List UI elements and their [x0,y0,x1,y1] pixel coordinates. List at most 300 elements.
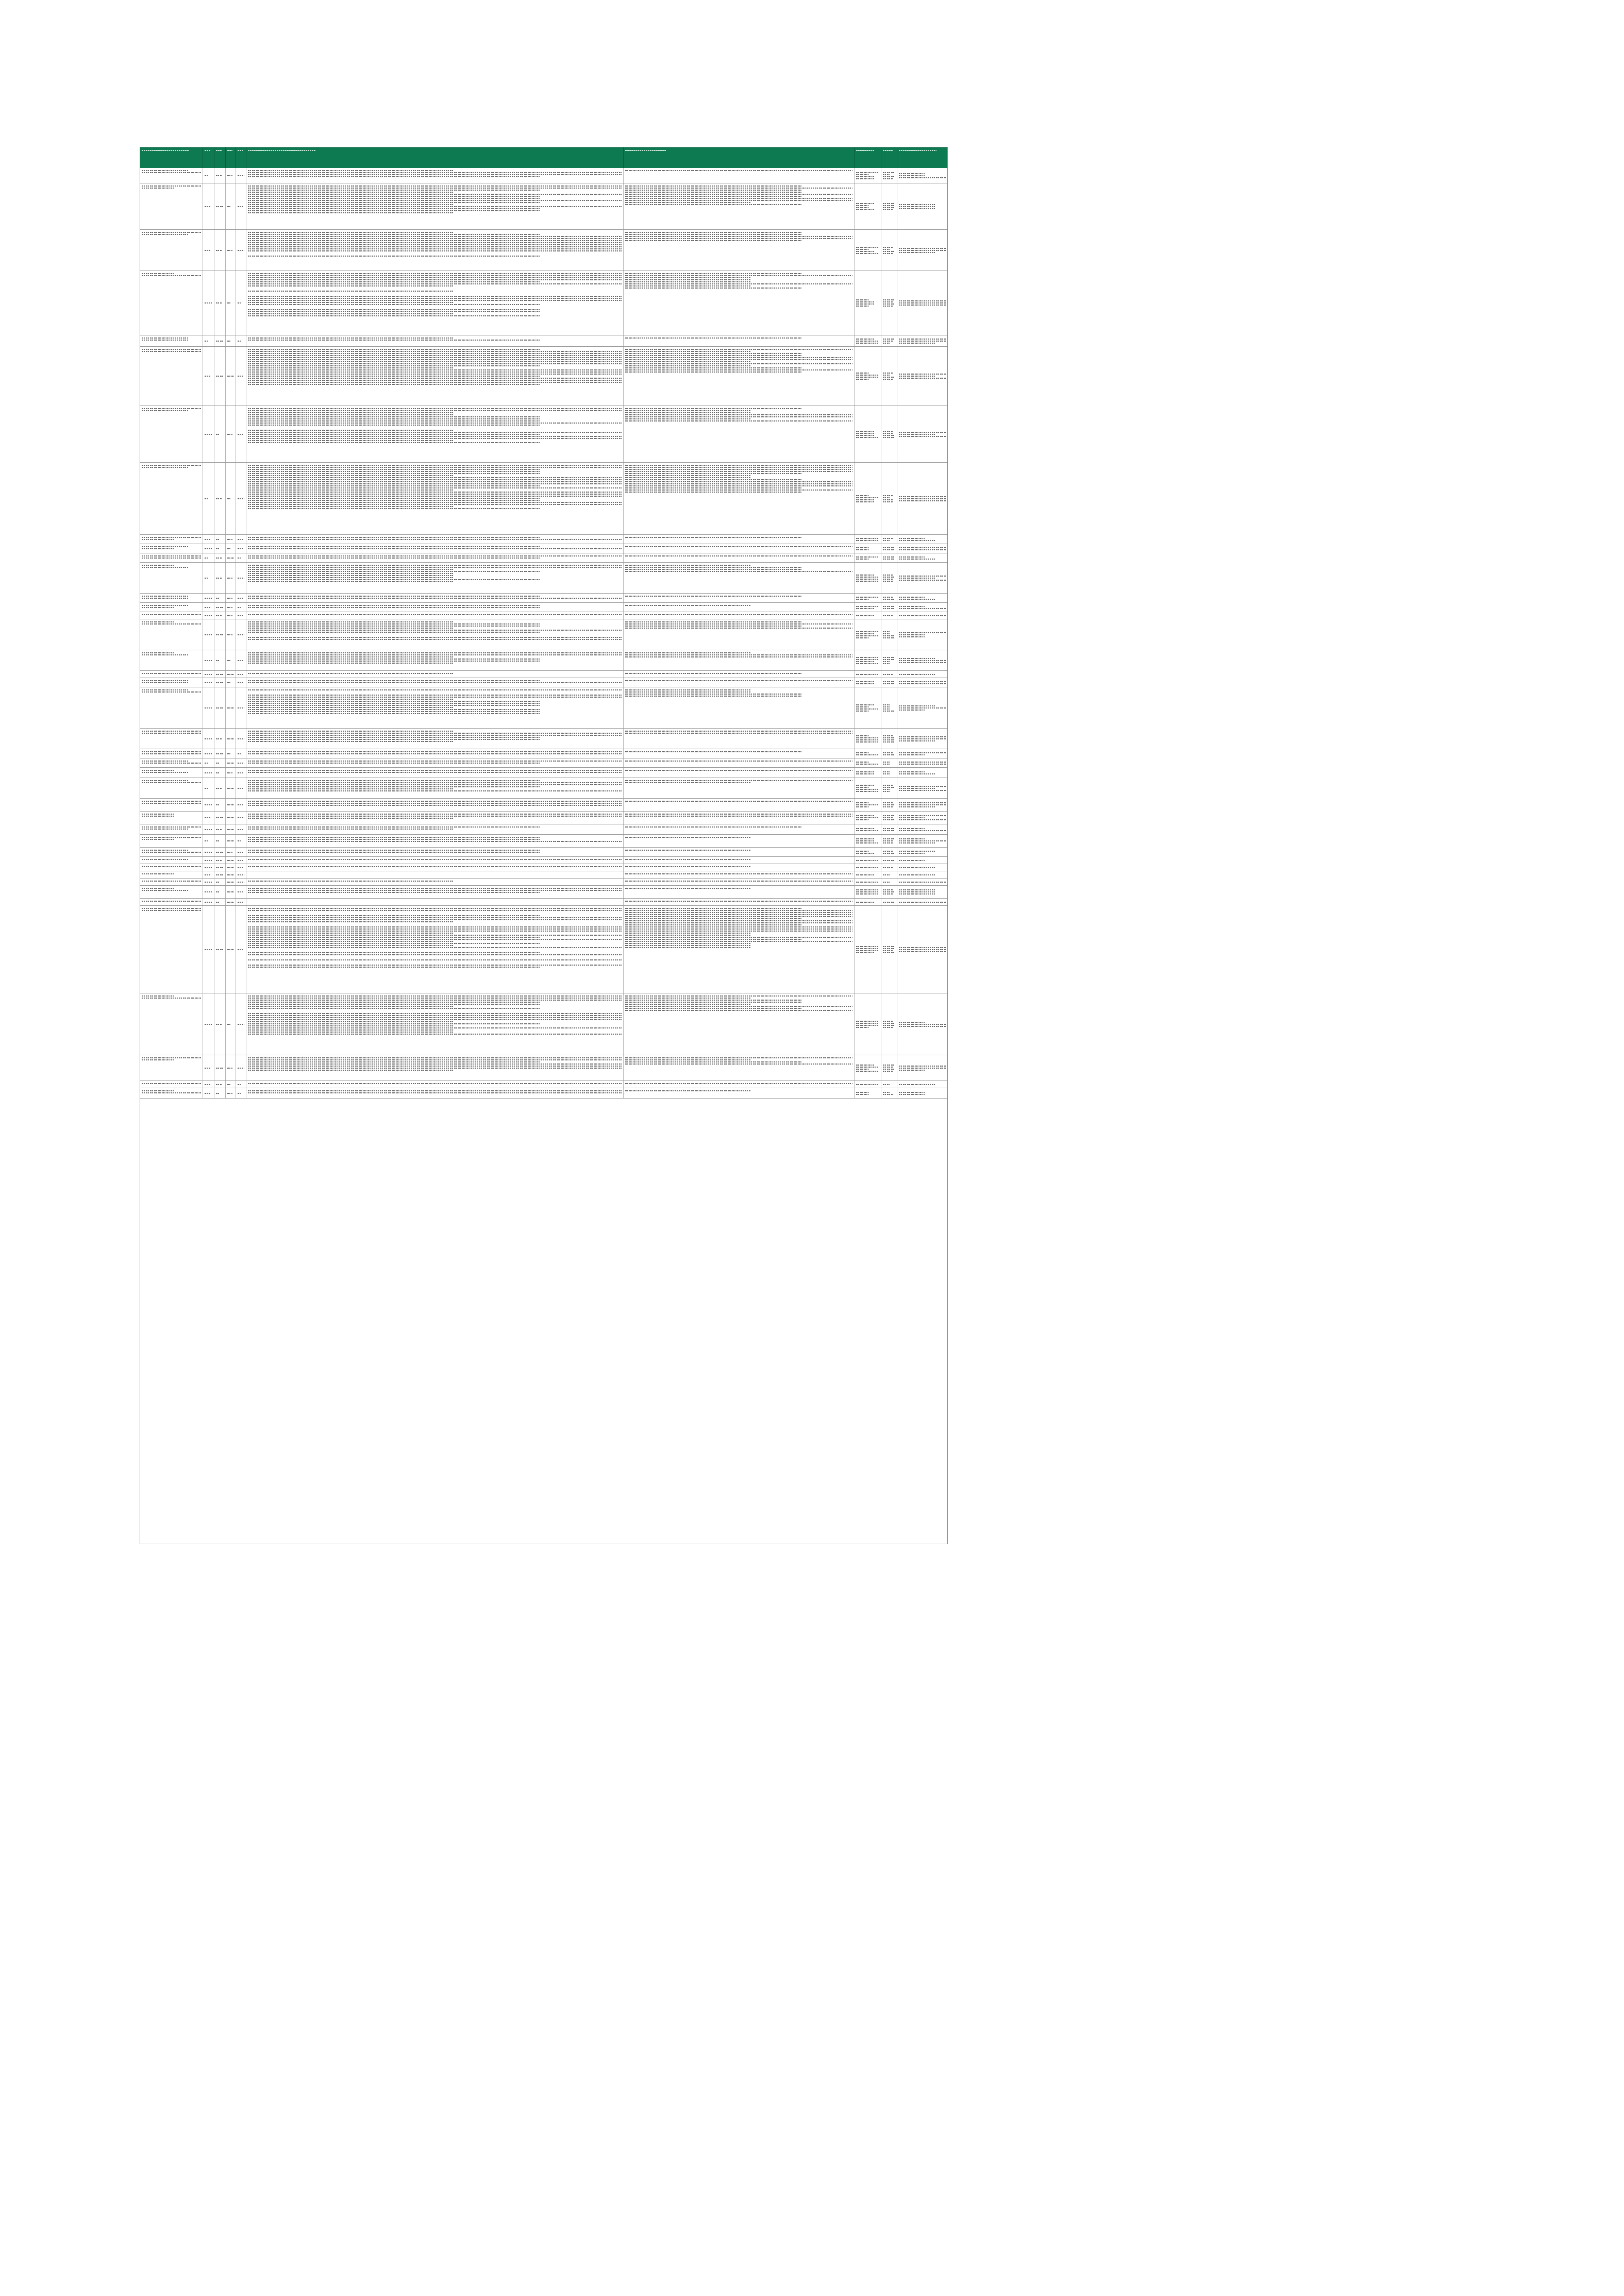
table-cell [881,347,897,406]
table-cell [246,879,624,885]
table-cell [214,463,226,534]
table-cell [214,768,226,778]
table-cell [226,463,236,534]
table-cell [236,347,246,406]
table-cell [624,612,855,619]
table-cell [855,886,881,898]
table-cell [226,687,236,728]
table-cell [246,612,624,619]
table-cell [881,857,897,864]
table-cell [881,864,897,871]
table-cell [226,749,236,758]
table-cell [881,183,897,229]
table-cell [897,886,948,898]
table-cell [236,812,246,824]
table-cell [214,778,226,798]
table-row [140,335,947,347]
table-cell [236,650,246,670]
table-cell [624,650,855,670]
table-cell [855,879,881,885]
table-cell [236,678,246,687]
table-cell [140,799,203,811]
table-cell [246,886,624,898]
table-cell [881,271,897,335]
table-cell [624,906,855,993]
table-cell [855,335,881,346]
table-cell [203,168,214,183]
table-cell [226,886,236,898]
table-cell [881,848,897,856]
table-cell [140,347,203,406]
table-cell [203,1055,214,1081]
table-cell [214,899,226,905]
table-cell [236,335,246,346]
table-cell [203,271,214,335]
table-row [140,729,947,749]
table-cell [897,864,948,871]
table-cell [226,678,236,687]
table-cell [214,678,226,687]
table-cell [624,729,855,749]
table-cell [624,463,855,534]
table-cell [855,824,881,834]
table-cell [236,553,246,562]
table-cell [214,1055,226,1081]
table-cell [236,857,246,864]
table-cell [246,848,624,856]
table-cell [624,993,855,1055]
table-cell [624,619,855,650]
table-cell [236,271,246,335]
table-cell [897,230,948,271]
table-cell [226,729,236,749]
table-cell [226,650,236,670]
table-cell [855,168,881,183]
table-row [140,778,947,799]
table-cell [236,230,246,271]
table-cell [203,619,214,650]
table-cell [214,619,226,650]
table-cell [897,678,948,687]
table-cell [897,271,948,335]
table-cell [624,812,855,824]
table-cell [246,563,624,593]
column-header-1 [140,147,203,168]
table-cell [624,563,855,593]
regulation-table [140,147,948,1544]
table-cell [226,594,236,602]
table-cell [236,183,246,229]
table-cell [881,758,897,767]
table-cell [855,1088,881,1098]
table-cell [897,1081,948,1088]
table-cell [214,594,226,602]
table-cell [246,603,624,612]
table-cell [624,848,855,856]
column-header-3 [214,147,226,168]
table-cell [140,406,203,462]
table-cell [203,778,214,798]
table-cell [624,535,855,544]
table-cell [897,993,948,1055]
table-cell [624,183,855,229]
table-cell [246,812,624,824]
table-row [140,271,947,335]
table-cell [203,906,214,993]
table-row [140,406,947,463]
table-cell [855,1081,881,1088]
table-cell [624,271,855,335]
table-cell [881,886,897,898]
table-cell [226,835,236,847]
table-cell [226,168,236,183]
table-cell [226,824,236,834]
table-cell [881,619,897,650]
table-cell [140,857,203,864]
table-cell [624,1088,855,1098]
table-cell [855,463,881,534]
table-cell [140,535,203,544]
table-cell [140,603,203,612]
table-cell [203,650,214,670]
table-row [140,168,947,183]
table-cell [214,271,226,335]
table-cell [881,778,897,798]
table-row [140,768,947,778]
table-cell [236,848,246,856]
table-cell [897,857,948,864]
table-cell [624,594,855,602]
table-cell [881,594,897,602]
table-cell [624,864,855,871]
table-row [140,812,947,824]
table-cell [246,687,624,728]
table-cell [226,1081,236,1088]
table-row [140,1088,947,1099]
table-cell [897,347,948,406]
table-cell [897,544,948,553]
table-cell [203,848,214,856]
table-cell [140,871,203,878]
table-cell [881,824,897,834]
table-cell [203,835,214,847]
table-cell [855,544,881,553]
table-cell [140,879,203,885]
table-cell [236,1081,246,1088]
table-cell [897,799,948,811]
table-cell [855,687,881,728]
table-cell [140,612,203,619]
table-cell [897,879,948,885]
column-header-7 [624,147,855,168]
table-cell [214,183,226,229]
table-cell [897,463,948,534]
table-row [140,230,947,271]
table-cell [246,1055,624,1081]
table-cell [881,879,897,885]
table-cell [203,812,214,824]
table-cell [236,463,246,534]
table-cell [855,678,881,687]
table-cell [881,612,897,619]
table-cell [236,906,246,993]
table-cell [214,347,226,406]
table-cell [897,899,948,905]
table-cell [855,594,881,602]
table-cell [881,563,897,593]
table-cell [855,906,881,993]
table-cell [214,544,226,553]
table-cell [203,671,214,678]
table-cell [624,879,855,885]
table-cell [140,671,203,678]
column-header-9 [881,147,897,168]
table-cell [140,835,203,847]
table-cell [226,183,236,229]
table-cell [226,271,236,335]
table-row [140,535,947,544]
table-cell [855,835,881,847]
table-cell [203,749,214,758]
table-cell [203,1088,214,1098]
table-cell [246,535,624,544]
table-cell [140,886,203,898]
table-cell [203,899,214,905]
table-cell [236,993,246,1055]
table-cell [226,879,236,885]
table-cell [624,671,855,678]
table-cell [214,879,226,885]
table-cell [226,535,236,544]
table-cell [897,553,948,562]
table-cell [246,553,624,562]
column-header-4 [226,147,236,168]
table-cell [203,857,214,864]
table-cell [246,594,624,602]
table-body [140,168,947,1544]
table-row [140,347,947,406]
table-row [140,544,947,553]
table-cell [624,168,855,183]
table-cell [246,799,624,811]
table-cell [226,993,236,1055]
table-cell [855,812,881,824]
table-cell [624,687,855,728]
table-cell [855,799,881,811]
table-cell [214,603,226,612]
table-cell [897,1055,948,1081]
table-cell [140,749,203,758]
table-cell [214,729,226,749]
table-cell [203,553,214,562]
table-row [140,1055,947,1081]
table-cell [236,899,246,905]
table-cell [140,824,203,834]
table-cell [214,848,226,856]
table-cell [881,650,897,670]
table-row [140,650,947,671]
table-cell [236,758,246,767]
table-cell [140,758,203,767]
table-cell [881,799,897,811]
table-cell [140,899,203,905]
table-cell [214,230,226,271]
table-cell [624,886,855,898]
table-cell [203,594,214,602]
table-cell [624,857,855,864]
table-cell [203,758,214,767]
table-row [140,879,947,886]
table-cell [246,271,624,335]
table-cell [855,1055,881,1081]
table-cell [226,812,236,824]
table-cell [881,335,897,346]
table-cell [140,563,203,593]
table-cell [246,463,624,534]
table-cell [855,271,881,335]
table-cell [246,183,624,229]
table-cell [226,848,236,856]
table-cell [236,671,246,678]
table-cell [140,230,203,271]
column-header-6 [246,147,624,168]
table-cell [897,871,948,878]
table-cell [214,799,226,811]
table-cell [226,768,236,778]
table-cell [203,335,214,346]
table-cell [897,594,948,602]
table-cell [214,687,226,728]
table-cell [855,848,881,856]
table-cell [897,335,948,346]
table-cell [881,671,897,678]
table-cell [214,812,226,824]
table-cell [203,535,214,544]
table-cell [203,1081,214,1088]
table-cell [214,650,226,670]
table-cell [140,678,203,687]
table-row [140,906,947,993]
table-cell [624,758,855,767]
table-cell [881,544,897,553]
table-row [140,463,947,535]
table-row [140,857,947,864]
table-cell [203,886,214,898]
table-cell [881,729,897,749]
table-cell [897,749,948,758]
table-cell [897,1088,948,1098]
table-cell [881,1081,897,1088]
table-cell [214,871,226,878]
table-cell [236,886,246,898]
table-cell [140,729,203,749]
table-cell [855,778,881,798]
table-cell [624,553,855,562]
table-cell [203,347,214,406]
table-cell [881,1088,897,1098]
table-cell [246,835,624,847]
table-row [140,758,947,768]
table-cell [855,230,881,271]
table-cell [246,778,624,798]
table-cell [881,812,897,824]
table-cell [236,687,246,728]
table-row [140,553,947,563]
table-cell [203,678,214,687]
column-header-10 [897,147,948,168]
table-cell [246,1088,624,1098]
table-cell [236,603,246,612]
table-cell [246,864,624,871]
table-cell [624,778,855,798]
table-cell [203,799,214,811]
table-cell [246,768,624,778]
column-header-5 [236,147,246,168]
table-cell [140,812,203,824]
table-cell [855,619,881,650]
table-cell [855,864,881,871]
table-cell [246,406,624,462]
table-cell [897,619,948,650]
table-cell [246,871,624,878]
table-cell [855,749,881,758]
table-cell [226,871,236,878]
table-cell [236,563,246,593]
table-cell [624,335,855,346]
table-cell [214,1081,226,1088]
table-row [140,183,947,230]
table-cell [203,406,214,462]
table-cell [214,563,226,593]
table-cell [246,1081,624,1088]
table-row [140,799,947,812]
table-cell [226,406,236,462]
table-cell [897,183,948,229]
table-cell [214,553,226,562]
table-cell [881,749,897,758]
table-cell [897,835,948,847]
table-cell [855,347,881,406]
table-cell [897,729,948,749]
table-cell [881,835,897,847]
table-cell [897,778,948,798]
table-cell [214,671,226,678]
table-cell [226,1055,236,1081]
table-cell [624,768,855,778]
table-cell [881,1055,897,1081]
table-row [140,619,947,650]
table-cell [855,563,881,593]
table-cell [203,183,214,229]
table-cell [203,993,214,1055]
table-cell [246,168,624,183]
column-header-8 [855,147,881,168]
table-cell [855,857,881,864]
table-cell [236,835,246,847]
table-cell [236,879,246,885]
table-cell [624,835,855,847]
table-cell [246,347,624,406]
table-cell [624,544,855,553]
table-cell [214,335,226,346]
table-cell [855,603,881,612]
table-cell [214,406,226,462]
table-cell [214,612,226,619]
table-cell [236,778,246,798]
table-cell [140,687,203,728]
table-cell [140,864,203,871]
table-cell [624,799,855,811]
